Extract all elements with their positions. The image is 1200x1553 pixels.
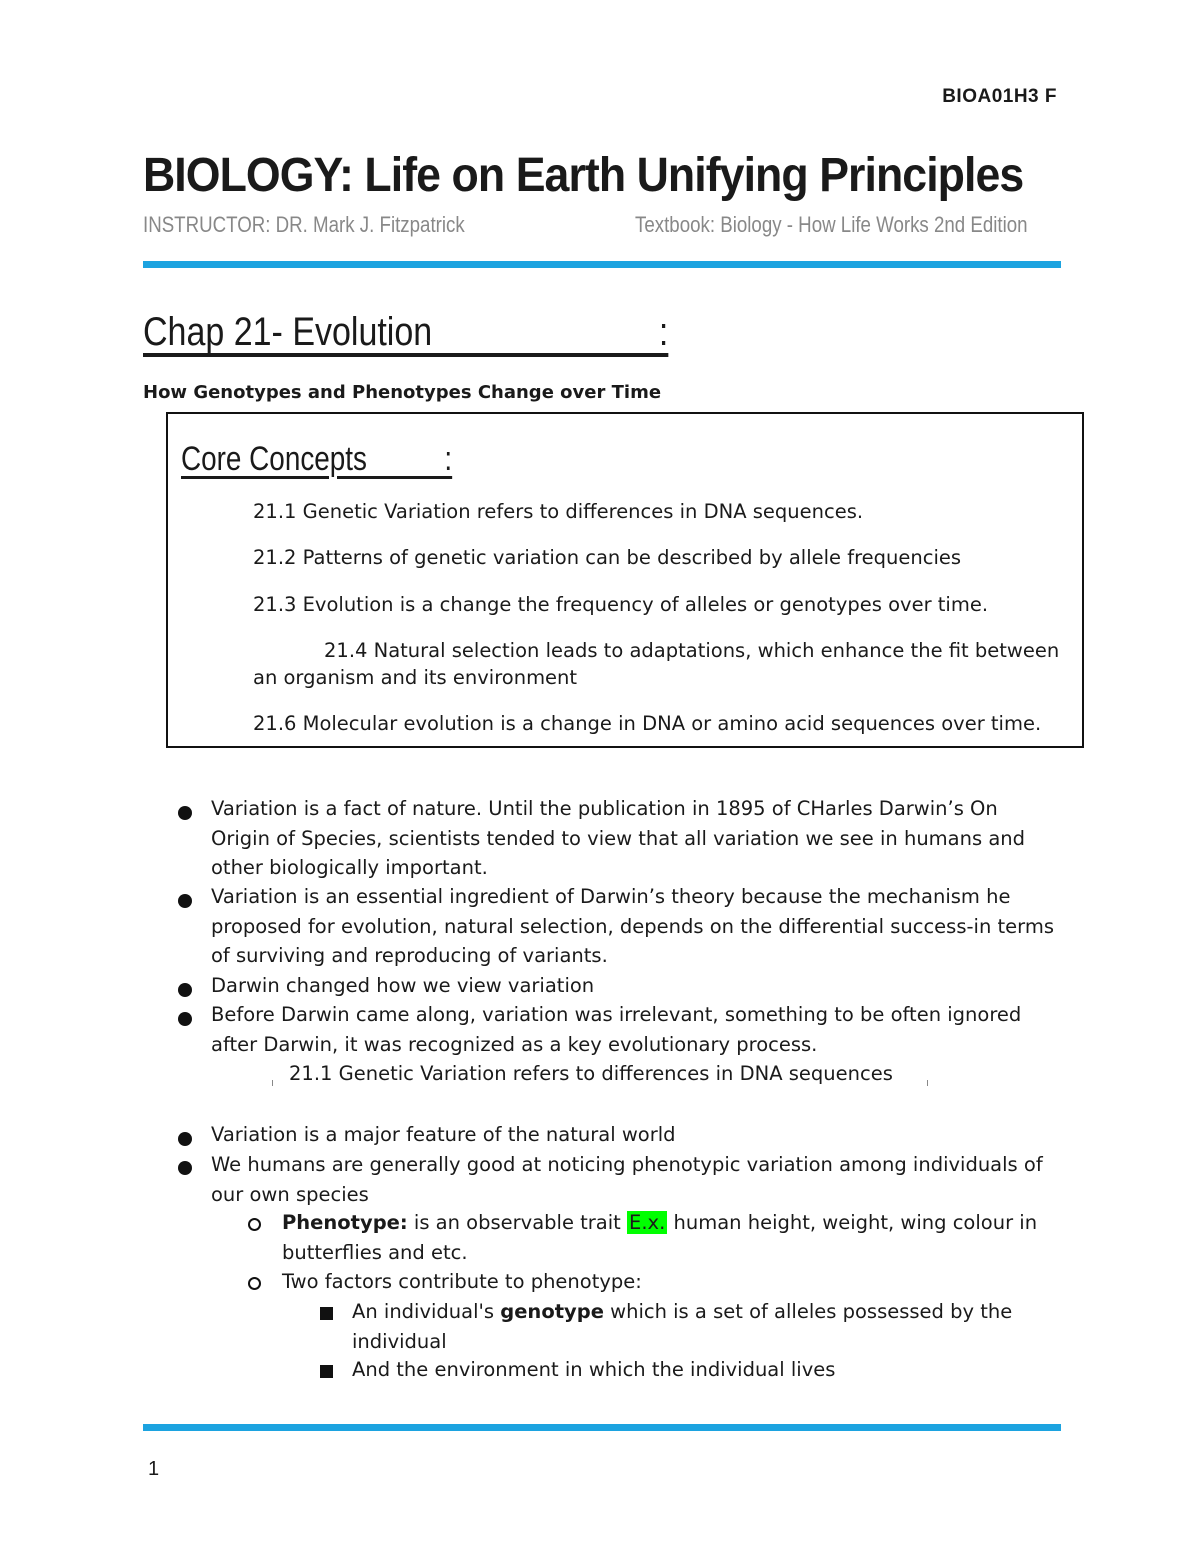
- genotype-term: genotype: [500, 1300, 604, 1323]
- list-item: Before Darwin came along, variation was irrelevant, something to be often ignored after Darwin, it was recognized as a key evolutionary process.: [211, 1003, 1022, 1056]
- bullet-dot: [178, 983, 192, 997]
- chapter-title: Chap 21- Evolution :: [143, 310, 669, 354]
- bullet-dot: [178, 1132, 192, 1146]
- list-item: Variation is an essential ingredient of Darwin’s theory because the mechanism he proposed for evolution, natural selection, depends on the differential success-in terms of surviving and reproducing of variants.: [211, 885, 1054, 967]
- heading-marker: [272, 1080, 273, 1086]
- sub-sub-bullet-square: [320, 1365, 333, 1378]
- core-concept-item: 21.6 Molecular evolution is a change in DNA or amino acid sequences over time.: [253, 712, 1042, 735]
- genotype-item: [352, 1297, 1061, 1356]
- core-concept-item: 21.3 Evolution is a change the frequency of alleles or genotypes over time.: [253, 593, 989, 616]
- core-concept-item: 21.4 Natural selection leads to adaptations, which enhance the fit between: [324, 639, 1060, 662]
- core-concept-item-continuation: an organism and its environment: [253, 666, 578, 689]
- phenotype-examples: human height, weight, wing colour in butterflies and etc.: [282, 1211, 1038, 1264]
- heading-marker: [927, 1080, 928, 1086]
- list-item: Variation is a major feature of the natural world: [211, 1123, 676, 1146]
- phenotype-definition: is an observable trait: [407, 1211, 628, 1234]
- chapter-subtitle: How Genotypes and Phenotypes Change over Time: [143, 382, 662, 403]
- list-item: We humans are generally good at noticing phenotypic variation among individuals of our own species: [211, 1153, 1043, 1206]
- highlight-example: E.x.: [629, 1211, 666, 1234]
- genotype-lead: An individual's: [352, 1300, 501, 1323]
- page-number: 1: [148, 1458, 160, 1480]
- core-concept-item: 21.2 Patterns of genetic variation can be described by allele frequencies: [253, 546, 962, 569]
- core-concepts-title: Core Concepts :: [181, 440, 453, 478]
- genotype-definition: which is a set of alleles possessed by the individual: [352, 1300, 1013, 1353]
- instructor-line: INSTRUCTOR: DR. Mark J. Fitzpatrick: [143, 212, 465, 237]
- header-divider: [143, 261, 1061, 268]
- list-item: Darwin changed how we view variation: [211, 974, 595, 997]
- course-code: BIOA01H3 F: [942, 86, 1057, 107]
- list-item: Variation is a fact of nature. Until the publication in 1895 of CHarles Darwin’s On Origin of Species, scientists tended to view that all variation we see in humans and other biologically important.: [211, 797, 1026, 879]
- core-concept-item: 21.1 Genetic Variation refers to differences in DNA sequences.: [253, 500, 864, 523]
- textbook-line: Textbook: Biology - How Life Works 2nd Edition: [635, 212, 1028, 237]
- bullet-dot: [178, 1161, 192, 1175]
- bullet-dot: [178, 894, 192, 908]
- bullet-dot: [178, 806, 192, 820]
- phenotype-item: [282, 1208, 1061, 1267]
- footer-divider: [143, 1424, 1061, 1431]
- sub-list-item: Two factors contribute to phenotype:: [282, 1270, 642, 1293]
- sub-bullet-circle: [248, 1218, 261, 1231]
- sub-sub-bullet-square: [320, 1307, 333, 1320]
- environment-item: And the environment in which the individual lives: [352, 1358, 836, 1381]
- document-title: BIOLOGY: Life on Earth Unifying Principles: [143, 149, 1024, 202]
- bullet-dot: [178, 1012, 192, 1026]
- sub-bullet-circle: [248, 1277, 261, 1290]
- phenotype-term: Phenotype:: [282, 1211, 408, 1234]
- section-heading: 21.1 Genetic Variation refers to differences in DNA sequences: [289, 1062, 893, 1085]
